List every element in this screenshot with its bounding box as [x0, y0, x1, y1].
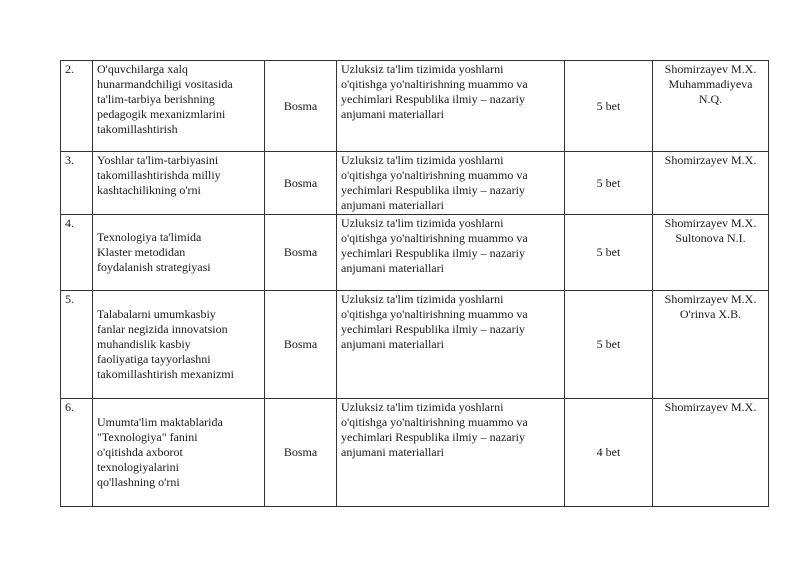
publication-source: Uzluksiz ta'lim tizimida yoshlarni o'qitishga yo'naltirishning muammo va yechimlari Respublika ilmiy – nazariy anjumani materiallari: [337, 399, 565, 507]
table-row: [61, 291, 769, 399]
table-row: [61, 61, 769, 152]
row-number: 3.: [61, 152, 93, 215]
publication-authors: Shomirzayev M.X.: [653, 152, 769, 215]
table-row: [61, 152, 769, 215]
publication-title: Umumta'lim maktablarida "Texnologiya" fanini o'qitishda axborot texnologiyalarini qo'llashning o'rni: [93, 399, 265, 507]
publication-title: Talabalarni umumkasbiy fanlar negizida innovatsion muhandislik kasbiy faoliyatiga tayyorlashni takomillashtirish mexanizmi: [93, 291, 265, 399]
publication-type: Bosma: [265, 399, 337, 507]
table-row: [61, 215, 769, 291]
publication-type: Bosma: [265, 61, 337, 152]
row-number: 6.: [61, 399, 93, 507]
publication-type: Bosma: [265, 291, 337, 399]
publication-title: Yoshlar ta'lim-tarbiyasini takomillashtirishda milliy kashtachilikning o'rni: [93, 152, 265, 215]
table-row: [61, 399, 769, 507]
page-count: 5 bet: [565, 61, 653, 152]
publication-source: Uzluksiz ta'lim tizimida yoshlarni o'qitishga yo'naltirishning muammo va yechimlari Respublika ilmiy – nazariy anjumani materiallari: [337, 215, 565, 291]
row-number: 5.: [61, 291, 93, 399]
publication-title: Texnologiya ta'limida Klaster metodidan foydalanish strategiyasi: [93, 215, 265, 291]
publications-table: [60, 60, 769, 507]
page-count: 5 bet: [565, 215, 653, 291]
publication-source: Uzluksiz ta'lim tizimida yoshlarni o'qitishga yo'naltirishning muammo va yechimlari Respublika ilmiy – nazariy anjumani materiallari: [337, 291, 565, 399]
page-count: 5 bet: [565, 291, 653, 399]
publication-type: Bosma: [265, 215, 337, 291]
publication-type: Bosma: [265, 152, 337, 215]
publication-authors: Shomirzayev M.X.: [653, 399, 769, 507]
publication-source: Uzluksiz ta'lim tizimida yoshlarni o'qitishga yo'naltirishning muammo va yechimlari Respublika ilmiy – nazariy anjumani materiallari: [337, 61, 565, 152]
publication-title: O'quvchilarga xalq hunarmandchiligi vositasida ta'lim-tarbiya berishning pedagogik mexanizmlarini takomillashtirish: [93, 61, 265, 152]
publication-authors: Shomirzayev M.X. O'rinva X.B.: [653, 291, 769, 399]
publication-authors: Shomirzayev M.X. Sultonova N.I.: [653, 215, 769, 291]
publication-authors: Shomirzayev M.X. Muhammadiyeva N.Q.: [653, 61, 769, 152]
page-count: 5 bet: [565, 152, 653, 215]
publication-source: Uzluksiz ta'lim tizimida yoshlarni o'qitishga yo'naltirishning muammo va yechimlari Respublika ilmiy – nazariy anjumani materiallari: [337, 152, 565, 215]
row-number: 2.: [61, 61, 93, 152]
page-count: 4 bet: [565, 399, 653, 507]
row-number: 4.: [61, 215, 93, 291]
